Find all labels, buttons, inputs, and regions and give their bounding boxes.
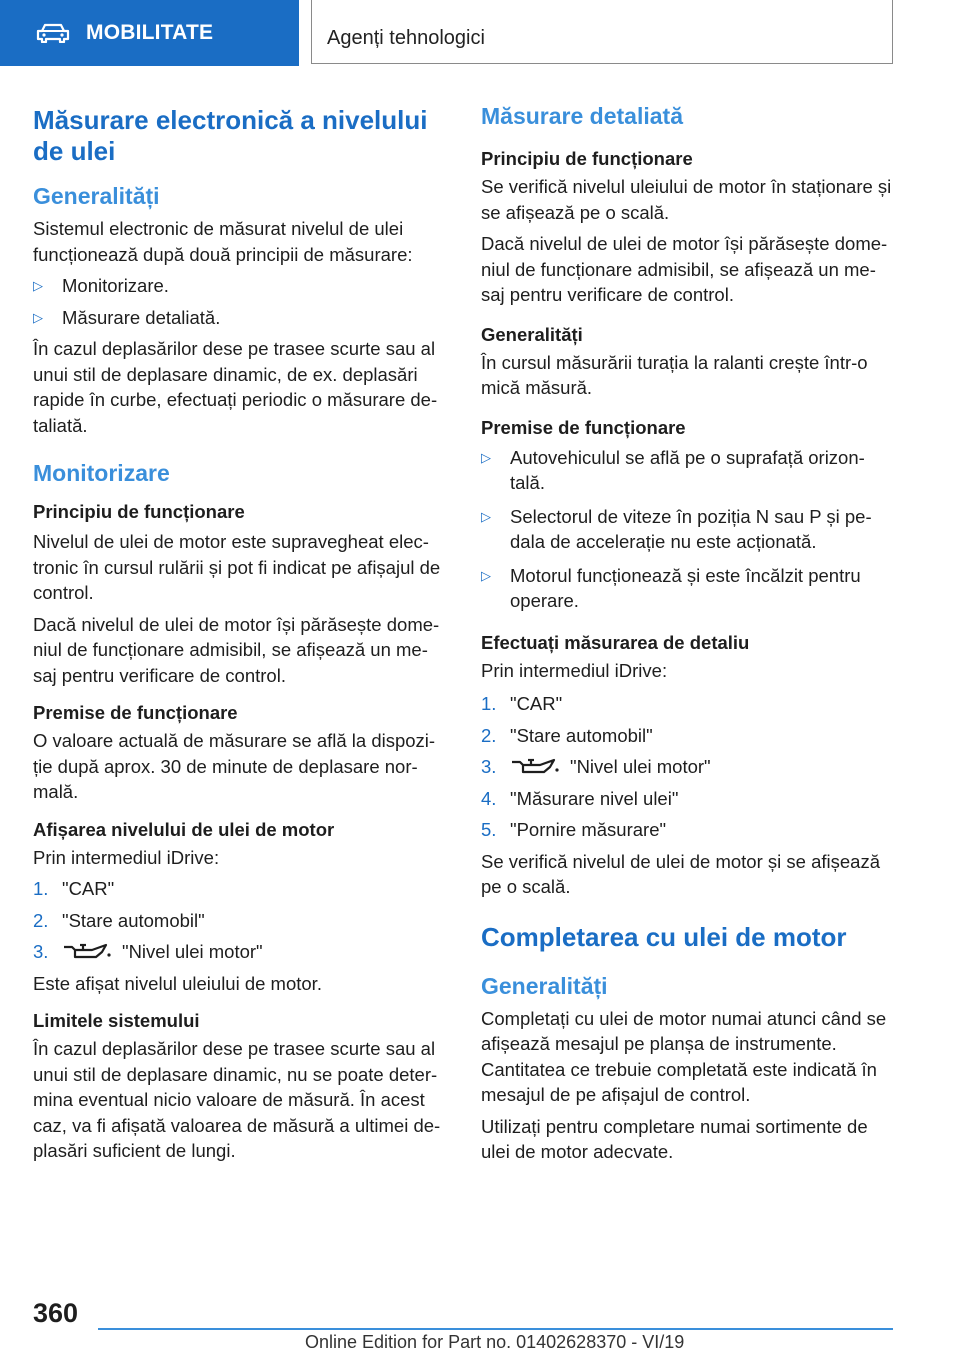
triangle-bullet-icon: ▷: [481, 567, 491, 583]
steps-list: [33, 876, 451, 965]
list-item: ▷ Monitorizare.: [33, 273, 451, 299]
footer-divider: [98, 1328, 893, 1330]
chapter-header: [311, 0, 893, 64]
right-column: [481, 100, 899, 1165]
principle-text-2: Dacă nivelul de ulei de motor își părăsește dome-niul de funcționare admisibil, se afișează un me-saj pentru verificare de control.: [481, 233, 888, 305]
perform-heading: Efectuați măsurarea de detaliu: [481, 631, 750, 653]
limits-heading: Limitele sistemului: [33, 1010, 200, 1031]
list-item: 4. "Măsurare nivel ulei": [481, 787, 679, 809]
principle-heading: Principiu de funcționare: [481, 148, 693, 169]
limits-text: În cazul deplasărilor dese pe trasee scurte sau al unui stil de deplasare dinamic, nu se poate deter-mina eventual nicio valoare de măsură. În acest caz, va fi afișată valoarea de măsură a ultimei de-plasări suficient de lungi.: [33, 1038, 441, 1161]
perform-result: Se verifică nivelul de ulei de motor și se afișează pe o scală.: [481, 850, 880, 897]
principle-heading: Principiu de funcționare: [33, 501, 245, 522]
prerequisites-text: O valoare actuală de măsurare se află la dispozi-ție după aprox. 30 de minute de deplasare nor-mală.: [33, 730, 436, 802]
oil-can-icon: [510, 758, 560, 776]
list-item: ▷ Autovehiculul se află pe o suprafață orizon-tală.: [481, 446, 865, 493]
principles-list: [33, 273, 451, 330]
refill-text-2: Utilizați pentru completare numai sortimente de ulei de motor adecvate.: [481, 1115, 868, 1162]
triangle-bullet-icon: ▷: [481, 508, 491, 524]
principle-text: Nivelul de ulei de motor este supravegheat elec-tronic în cursul rulării și pot fi indicat pe afișajul de control.: [33, 531, 441, 603]
principle-text-2: Dacă nivelul de ulei de motor își părăsește dome-niul de funcționare admisibil, se afișează un me-saj pentru verificare de control.: [33, 613, 440, 686]
section-tab: [0, 0, 299, 66]
display-result: Este afișat nivelul uleiului de motor.: [33, 972, 322, 994]
general-heading: Generalități: [33, 183, 160, 209]
refill-text: Completați cu ulei de motor numai atunci când se afișează mesajul pe planșa de instrumente. Cantitatea ce trebuie completată este indicată în mesajul de pe afișajul de control.: [481, 1007, 887, 1105]
list-item: ▷ Selectorul de viteze în poziția N sau P și pe-dala de accelerație nu este acționată.: [481, 505, 872, 552]
list-item: 2. "Stare automobil": [481, 724, 653, 746]
refill-general-heading: Generalități: [481, 972, 608, 999]
page-number: 360: [33, 1298, 79, 1328]
list-item: ▷ Măsurare detaliată.: [33, 305, 451, 331]
prerequisites-heading: Premise de funcționare: [481, 416, 686, 438]
general-text: În cursul măsurării turația la ralanti crește într-o mică măsură.: [481, 351, 868, 398]
section-label: MOBILITATE: [86, 21, 214, 44]
steps-list: [481, 691, 899, 843]
car-icon: [36, 23, 70, 43]
list-item: 1. "CAR": [481, 693, 563, 714]
general-text: Sistemul electronic de măsurat nivelul de ulei funcționează după două principii de măsurare:: [33, 218, 413, 265]
prerequisites-heading: Premise de funcționare: [33, 702, 238, 723]
general-text-2: În cazul deplasărilor dese pe trasee scurte sau al unui stil de deplasare dinamic, de ex. deplasări rapide în curbe, efectuați periodic o măsurare de-taliată.: [33, 338, 438, 436]
prerequisites-list: [481, 445, 899, 614]
chapter-title: Agenți tehnologici: [327, 27, 485, 49]
list-item: 1. "CAR": [33, 878, 115, 899]
edition-note: Online Edition for Part no. 01402628370 - VI/19: [305, 1332, 685, 1352]
list-item: 3. "Nivel ulei motor": [481, 756, 711, 777]
triangle-bullet-icon: ▷: [33, 309, 43, 325]
list-item: ▷ Motorul funcționează și este încălzit pentru operare.: [481, 564, 861, 611]
refill-heading: Completarea cu ulei de motor: [481, 921, 847, 952]
left-column: [33, 100, 451, 1164]
list-item: 3. "Nivel ulei motor": [33, 941, 263, 962]
display-text: Prin intermediul iDrive:: [33, 846, 220, 868]
list-item: 2. "Stare automobil": [33, 909, 205, 931]
oil-can-icon: [62, 943, 112, 961]
triangle-bullet-icon: ▷: [481, 449, 491, 465]
perform-text: Prin intermediul iDrive:: [481, 659, 668, 681]
main-title: Măsurare electronică a nivelului de ulei: [33, 105, 428, 166]
triangle-bullet-icon: ▷: [33, 278, 43, 293]
monitoring-heading: Monitorizare: [33, 460, 170, 486]
display-heading: Afișarea nivelului de ulei de motor: [33, 818, 335, 840]
list-item: 5. "Pornire măsurare": [481, 819, 667, 840]
general-heading: Generalități: [481, 323, 583, 345]
detailed-heading: Măsurare detaliată: [481, 103, 683, 129]
principle-text: Se verifică nivelul uleiului de motor în staționare și se afișează pe o scală.: [481, 176, 892, 223]
